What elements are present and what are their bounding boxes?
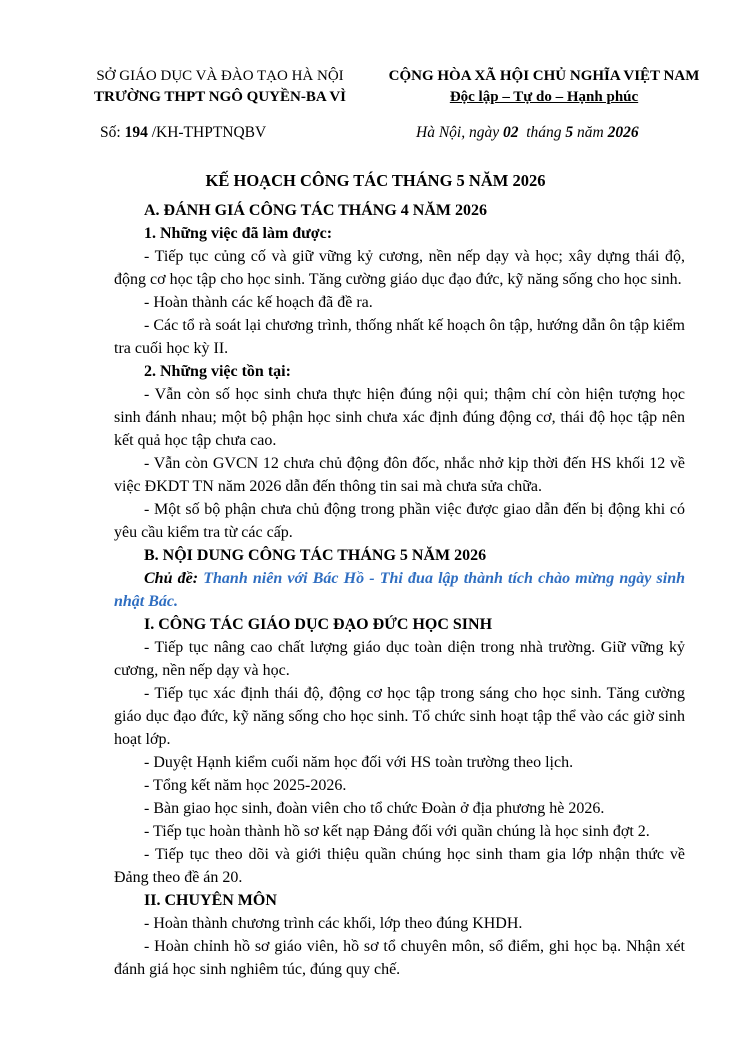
document-title: KẾ HOẠCH CÔNG TÁC THÁNG 5 NĂM 2026	[205, 171, 546, 190]
country-name: CỘNG HÒA XÃ HỘI CHỦ NGHĨA VIỆT NAM	[388, 68, 700, 84]
document-body	[114, 199, 685, 981]
school-name: TRƯỜNG THPT NGÔ QUYỀN-BA VÌ	[94, 89, 346, 105]
date-month-label: tháng	[518, 124, 566, 141]
paragraph: - Hoàn thành các kế hoạch đã đề ra.	[144, 294, 373, 311]
part2-heading: II. CHUYÊN MÔN	[144, 892, 277, 909]
paragraph: - Hoàn thành chương trình các khối, lớp theo đúng KHDH.	[144, 915, 523, 932]
department-name: SỞ GIÁO DỤC VÀ ĐÀO TẠO HÀ NỘI	[96, 68, 344, 84]
paragraph: - Vẫn còn số học sinh chưa thực hiện đúng nội qui; thậm chí còn hiện tượng học sinh đánh nhau; một bộ phận học sinh chưa xác định đúng động cơ, thái độ học tập nên kết quả học tập chưa cao.	[114, 386, 685, 449]
motto: Độc lập – Tự do – Hạnh phúc	[449, 89, 639, 105]
paragraph: - Vẫn còn GVCN 12 chưa chủ động đôn đốc, nhắc nhở kịp thời đến HS khối 12 về việc ĐKDT TN năm 2026 dẫn đến thông tin sai mà chưa sửa chữa.	[114, 455, 685, 495]
paragraph: - Các tổ rà soát lại chương trình, thống nhất kế hoạch ôn tập, hướng dẫn ôn tập kiểm tra cuối học kỳ II.	[114, 317, 685, 357]
theme-line	[114, 567, 685, 613]
doc-number-prefix: Số:	[100, 124, 125, 141]
date-day: 02	[502, 124, 519, 141]
section-a-heading: A. ĐÁNH GIÁ CÔNG TÁC THÁNG 4 NĂM 2026	[144, 202, 487, 219]
section-a-sub2: 2. Những việc tồn tại:	[144, 363, 291, 380]
paragraph: - Tổng kết năm học 2025-2026.	[144, 777, 347, 794]
paragraph: - Tiếp tục hoàn thành hồ sơ kết nạp Đảng đối với quần chúng là học sinh đợt 2.	[144, 823, 650, 840]
part1-heading: I. CÔNG TÁC GIÁO DỤC ĐẠO ĐỨC HỌC SINH	[144, 616, 493, 633]
document-date	[416, 124, 639, 142]
paragraph: - Duyệt Hạnh kiểm cuối năm học đối với HS toàn trường theo lịch.	[144, 754, 574, 771]
paragraph: - Tiếp tục theo dõi và giới thiệu quần chúng học sinh tham gia lớp nhận thức về Đảng theo đề án 20.	[114, 846, 685, 886]
paragraph: - Một số bộ phận chưa chủ động trong phần việc được giao dẫn đến bị động khi có yêu cầu kiểm tra từ các cấp.	[114, 501, 685, 541]
doc-number-code: /KH-THPTNQBV	[147, 124, 267, 141]
section-a-sub1: 1. Những việc đã làm được:	[144, 225, 333, 242]
national-motto-block	[374, 66, 714, 108]
theme-label: Chủ đề:	[144, 570, 204, 587]
paragraph: - Tiếp tục nâng cao chất lượng giáo dục toàn diện trong nhà trường. Giữ vững kỷ cương, nền nếp dạy và học.	[114, 639, 685, 679]
paragraph: - Tiếp tục xác định thái độ, động cơ học tập trong sáng cho học sinh. Tăng cường giáo dục đạo đức, kỹ năng sống cho học sinh. Tổ chức sinh hoạt tập thể vào các giờ sinh hoạt lớp.	[114, 685, 685, 748]
date-month: 5	[565, 124, 574, 141]
paragraph: - Tiếp tục củng cố và giữ vững kỷ cương, nền nếp dạy và học; xây dựng thái độ, động cơ học tập cho học sinh. Tăng cường giáo dục đạo đức, kỹ năng sống cho học sinh.	[114, 248, 685, 288]
paragraph: - Bàn giao học sinh, đoàn viên cho tổ chức Đoàn ở địa phương hè 2026.	[144, 800, 605, 817]
date-year: 2026	[607, 124, 639, 141]
issuer-block	[70, 66, 370, 108]
paragraph: - Hoàn chỉnh hồ sơ giáo viên, hồ sơ tổ chuyên môn, sổ điểm, ghi học bạ. Nhận xét đánh giá học sinh nghiêm túc, đúng quy chế.	[114, 938, 685, 978]
date-year-label: năm	[573, 124, 608, 141]
section-b-heading: B. NỘI DUNG CÔNG TÁC THÁNG 5 NĂM 2026	[144, 547, 487, 564]
document-number	[100, 124, 266, 142]
doc-number-value: 194	[124, 124, 148, 141]
theme-text: Thanh niên với Bác Hồ - Thi đua lập thành tích chào mừng ngày sinh nhật Bác.	[114, 570, 685, 610]
date-prefix: Hà Nội, ngày	[416, 124, 503, 141]
